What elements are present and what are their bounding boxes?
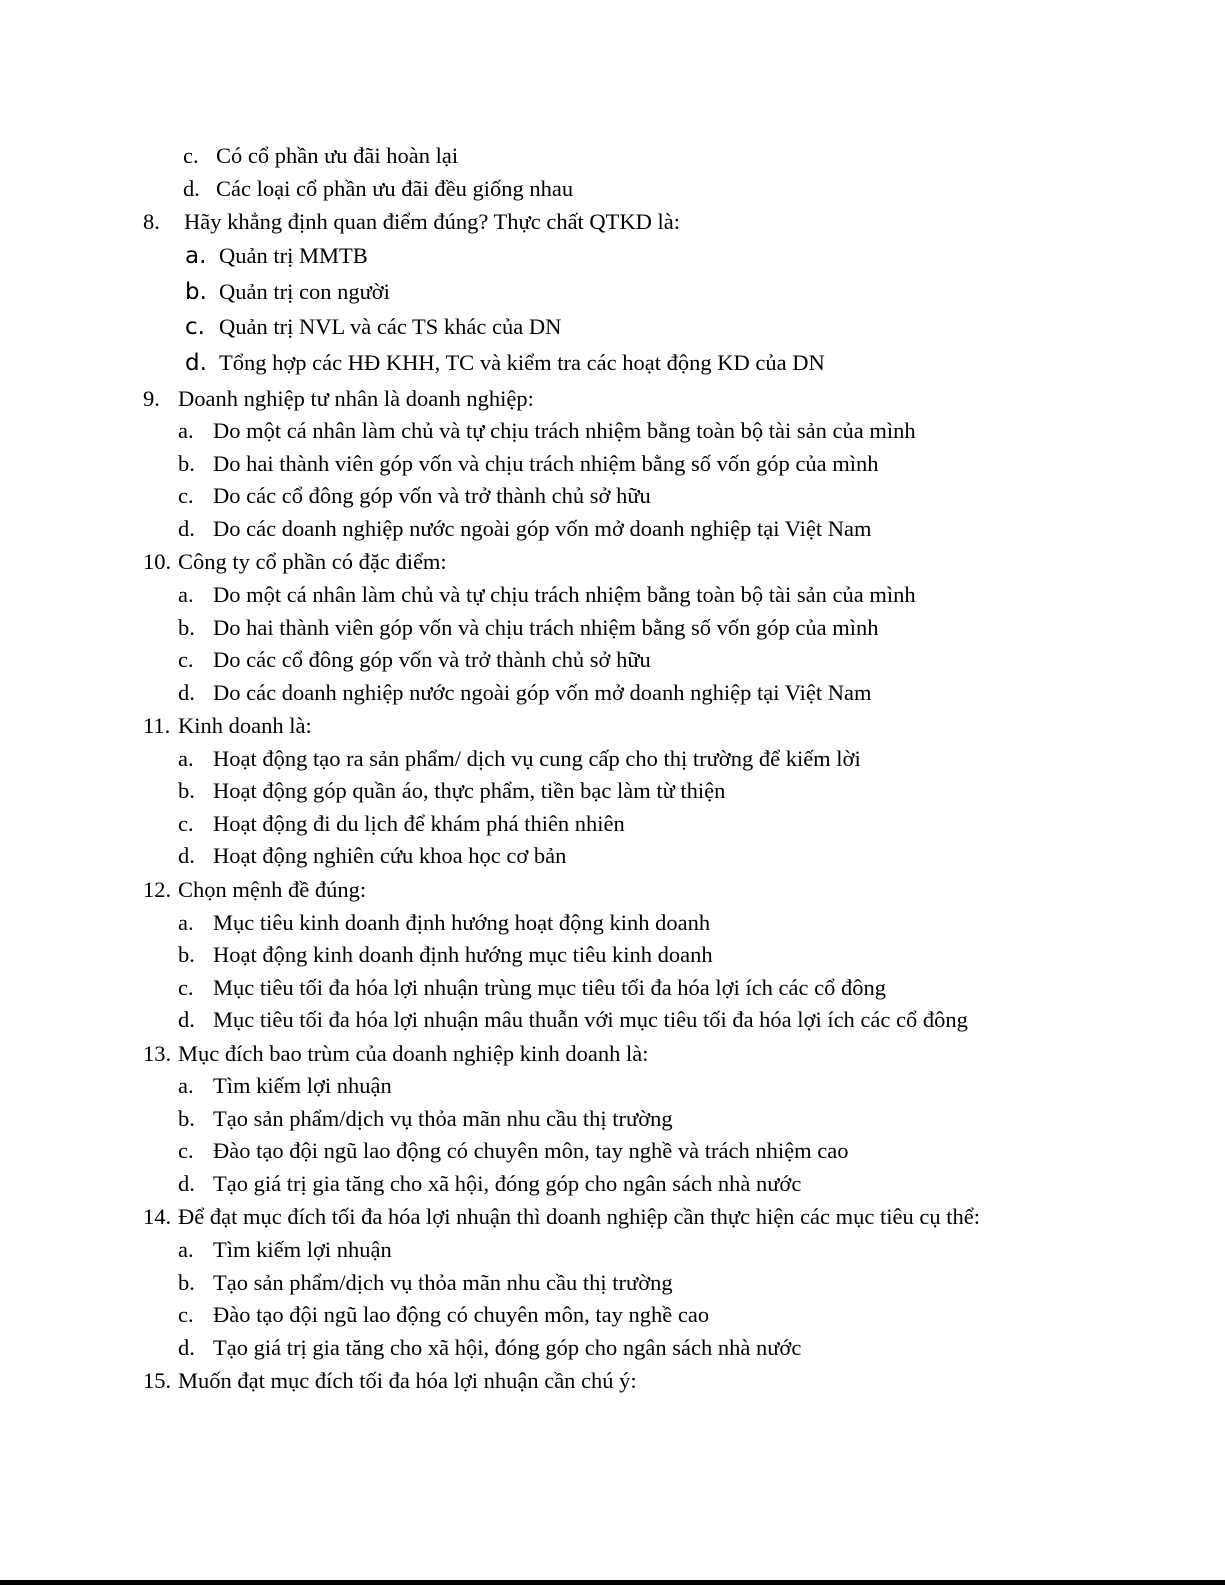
option-marker: b. bbox=[178, 615, 195, 640]
option-marker: c. bbox=[178, 483, 194, 508]
option-marker: d. bbox=[178, 1171, 195, 1196]
option-text: Do các cổ đông góp vốn và trở thành chủ sở hữu bbox=[213, 647, 651, 672]
option-marker: a. bbox=[178, 1073, 194, 1098]
option-marker: a. bbox=[178, 910, 194, 935]
option-text: Mục tiêu tối đa hóa lợi nhuận mâu thuẫn với mục tiêu tối đa hóa lợi ích các cổ đông bbox=[213, 1007, 968, 1032]
option-text: Hoạt động đi du lịch để khám phá thiên nhiên bbox=[213, 811, 625, 836]
question-number: 13. bbox=[143, 1041, 172, 1066]
option-text: Mục tiêu kinh doanh định hướng hoạt động kinh doanh bbox=[213, 910, 711, 935]
question-number: 10. bbox=[143, 549, 172, 574]
option-marker: c. bbox=[178, 975, 194, 1000]
option-text: Do các doanh nghiệp nước ngoài góp vốn mở doanh nghiệp tại Việt Nam bbox=[213, 516, 872, 541]
question-text: Công ty cổ phần có đặc điểm: bbox=[178, 549, 447, 574]
option-text: Hoạt động nghiên cứu khoa học cơ bản bbox=[213, 843, 567, 868]
option-text: Tổng hợp các HĐ KHH, TC và kiểm tra các hoạt động KD của DN bbox=[219, 350, 825, 375]
option-marker: a. bbox=[178, 1237, 194, 1262]
option-text: Hoạt động tạo ra sản phẩm/ dịch vụ cung cấp cho thị trường để kiếm lời bbox=[213, 746, 861, 771]
option-marker: c. bbox=[178, 1138, 194, 1163]
option-text: Quản trị NVL và các TS khác của DN bbox=[219, 314, 562, 339]
question-number: 11. bbox=[143, 713, 171, 738]
option-marker: b. bbox=[178, 1106, 195, 1131]
option-marker: a. bbox=[185, 243, 207, 269]
option-marker: d. bbox=[185, 350, 207, 376]
option-text: Tìm kiếm lợi nhuận bbox=[213, 1073, 392, 1098]
option-marker: d. bbox=[178, 516, 195, 541]
option-marker: c. bbox=[178, 1302, 194, 1327]
question-text: Hãy khẳng định quan điểm đúng? Thực chất QTKD là: bbox=[184, 209, 681, 234]
option-text: Đào tạo đội ngũ lao động có chuyên môn, tay nghề và trách nhiệm cao bbox=[213, 1138, 849, 1163]
option-text: Đào tạo đội ngũ lao động có chuyên môn, tay nghề cao bbox=[213, 1302, 710, 1327]
option-text: Tạo sản phẩm/dịch vụ thỏa mãn nhu cầu thị trường bbox=[213, 1106, 673, 1131]
option-text: Do hai thành viên góp vốn và chịu trách nhiệm bằng số vốn góp của mình bbox=[213, 451, 879, 476]
option-text: Tạo sản phẩm/dịch vụ thỏa mãn nhu cầu thị trường bbox=[213, 1270, 673, 1295]
option-marker: b. bbox=[178, 451, 195, 476]
option-marker: d. bbox=[178, 1335, 195, 1360]
option-marker: c. bbox=[183, 143, 199, 168]
option-marker: d. bbox=[178, 1007, 195, 1032]
question-number: 15. bbox=[143, 1368, 172, 1393]
option-text: Có cổ phần ưu đãi hoàn lại bbox=[216, 143, 459, 168]
option-marker: c. bbox=[185, 314, 205, 340]
option-marker: b. bbox=[178, 942, 195, 967]
option-text: Các loại cổ phần ưu đãi đều giống nhau bbox=[216, 176, 574, 201]
option-text: Hoạt động góp quần áo, thực phẩm, tiền bạc làm từ thiện bbox=[213, 778, 726, 803]
option-marker: a. bbox=[178, 418, 194, 443]
option-text: Quản trị MMTB bbox=[219, 243, 368, 268]
option-marker: b. bbox=[185, 279, 207, 305]
option-marker: d. bbox=[178, 680, 195, 705]
option-text: Do các cổ đông góp vốn và trở thành chủ sở hữu bbox=[213, 483, 651, 508]
question-number: 8. bbox=[143, 209, 160, 234]
option-marker: a. bbox=[178, 582, 194, 607]
question-number: 14. bbox=[143, 1204, 172, 1229]
option-marker: d. bbox=[178, 843, 195, 868]
option-marker: d. bbox=[183, 176, 200, 201]
question-text: Kinh doanh là: bbox=[178, 713, 312, 738]
option-text: Tạo giá trị gia tăng cho xã hội, đóng góp cho ngân sách nhà nước bbox=[213, 1335, 802, 1360]
option-text: Do một cá nhân làm chủ và tự chịu trách nhiệm bằng toàn bộ tài sản của mình bbox=[213, 582, 916, 607]
option-marker: a. bbox=[178, 746, 194, 771]
question-text: Muốn đạt mục đích tối đa hóa lợi nhuận cần chú ý: bbox=[178, 1368, 637, 1393]
option-text: Do các doanh nghiệp nước ngoài góp vốn mở doanh nghiệp tại Việt Nam bbox=[213, 680, 872, 705]
option-text: Tạo giá trị gia tăng cho xã hội, đóng góp cho ngân sách nhà nước bbox=[213, 1171, 802, 1196]
option-text: Mục tiêu tối đa hóa lợi nhuận trùng mục tiêu tối đa hóa lợi ích các cổ đông bbox=[213, 975, 887, 1000]
option-text: Hoạt động kinh doanh định hướng mục tiêu kinh doanh bbox=[213, 942, 713, 967]
question-text: Để đạt mục đích tối đa hóa lợi nhuận thì doanh nghiệp cần thực hiện các mục tiêu cụ thể: bbox=[178, 1204, 980, 1229]
option-text: Do hai thành viên góp vốn và chịu trách nhiệm bằng số vốn góp của mình bbox=[213, 615, 879, 640]
option-text: Quản trị con người bbox=[219, 279, 390, 304]
option-marker: b. bbox=[178, 1270, 195, 1295]
question-text: Chọn mệnh đề đúng: bbox=[178, 877, 367, 902]
option-text: Tìm kiếm lợi nhuận bbox=[213, 1237, 392, 1262]
option-text: Do một cá nhân làm chủ và tự chịu trách nhiệm bằng toàn bộ tài sản của mình bbox=[213, 418, 916, 443]
page-bottom-edge bbox=[0, 1580, 1225, 1585]
option-marker: c. bbox=[178, 647, 194, 672]
option-marker: b. bbox=[178, 778, 195, 803]
question-number: 12. bbox=[143, 877, 172, 902]
question-text: Doanh nghiệp tư nhân là doanh nghiệp: bbox=[178, 386, 534, 411]
question-text: Mục đích bao trùm của doanh nghiệp kinh doanh là: bbox=[178, 1041, 649, 1066]
option-marker: c. bbox=[178, 811, 194, 836]
question-number: 9. bbox=[143, 386, 160, 411]
